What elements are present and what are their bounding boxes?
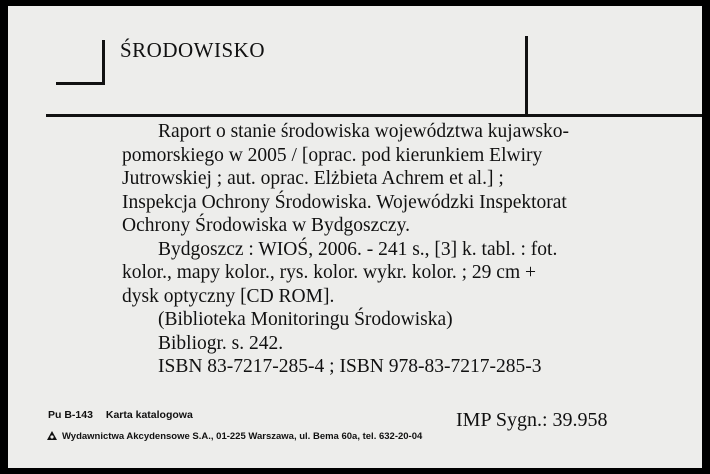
description-line: Raport o stanie środowiska województwa kujawsko- bbox=[158, 121, 570, 142]
card-body bbox=[122, 120, 682, 379]
description-line: pomorskiego w 2005 / [oprac. pod kierunkiem Elwiry bbox=[122, 144, 543, 166]
description-line: Ochrony Środowiska w Bydgoszczy. bbox=[122, 215, 410, 236]
form-name: Karta katalogowa bbox=[105, 409, 193, 421]
catalog-card bbox=[8, 6, 702, 468]
publisher-logo-icon bbox=[46, 430, 58, 442]
bibliography-line: Bibliogr. s. 242. bbox=[158, 332, 284, 354]
isbn-line: ISBN 83-7217-285-4 ; ISBN 978-83-7217-285-3 bbox=[158, 356, 542, 377]
publication-line: kolor., mapy kolor., rys. kolor. wykr. kolor. ; 29 cm + bbox=[122, 262, 536, 283]
publisher-text: Wydawnictwa Akcydensowe S.A., 01-225 Warszawa, ul. Bema 60a, tel. 632-20-04 bbox=[62, 430, 423, 442]
vertical-rule bbox=[525, 36, 528, 116]
form-label bbox=[48, 409, 193, 421]
publication-line: Bydgoszcz : WIOŚ, 2006. - 241 s., [3] k. tabl. : fot. bbox=[158, 238, 558, 260]
form-code: Pu B-143 bbox=[48, 409, 93, 421]
shelfmark: IMP Sygn.: 39.958 bbox=[456, 409, 608, 431]
description-line: Inspekcja Ochrony Środowiska. Wojewódzki Inspektorat bbox=[122, 191, 567, 213]
publication-line: dysk optyczny [CD ROM]. bbox=[122, 285, 335, 307]
subject-heading: ŚRODOWISKO bbox=[120, 38, 266, 62]
publisher-imprint bbox=[46, 430, 422, 442]
horizontal-rule bbox=[46, 114, 702, 117]
corner-bracket-mark bbox=[56, 40, 105, 85]
series-line: (Biblioteka Monitoringu Środowiska) bbox=[158, 309, 453, 330]
description-line: Jutrowskiej ; aut. oprac. Elżbieta Achrem et al.] ; bbox=[122, 168, 504, 189]
